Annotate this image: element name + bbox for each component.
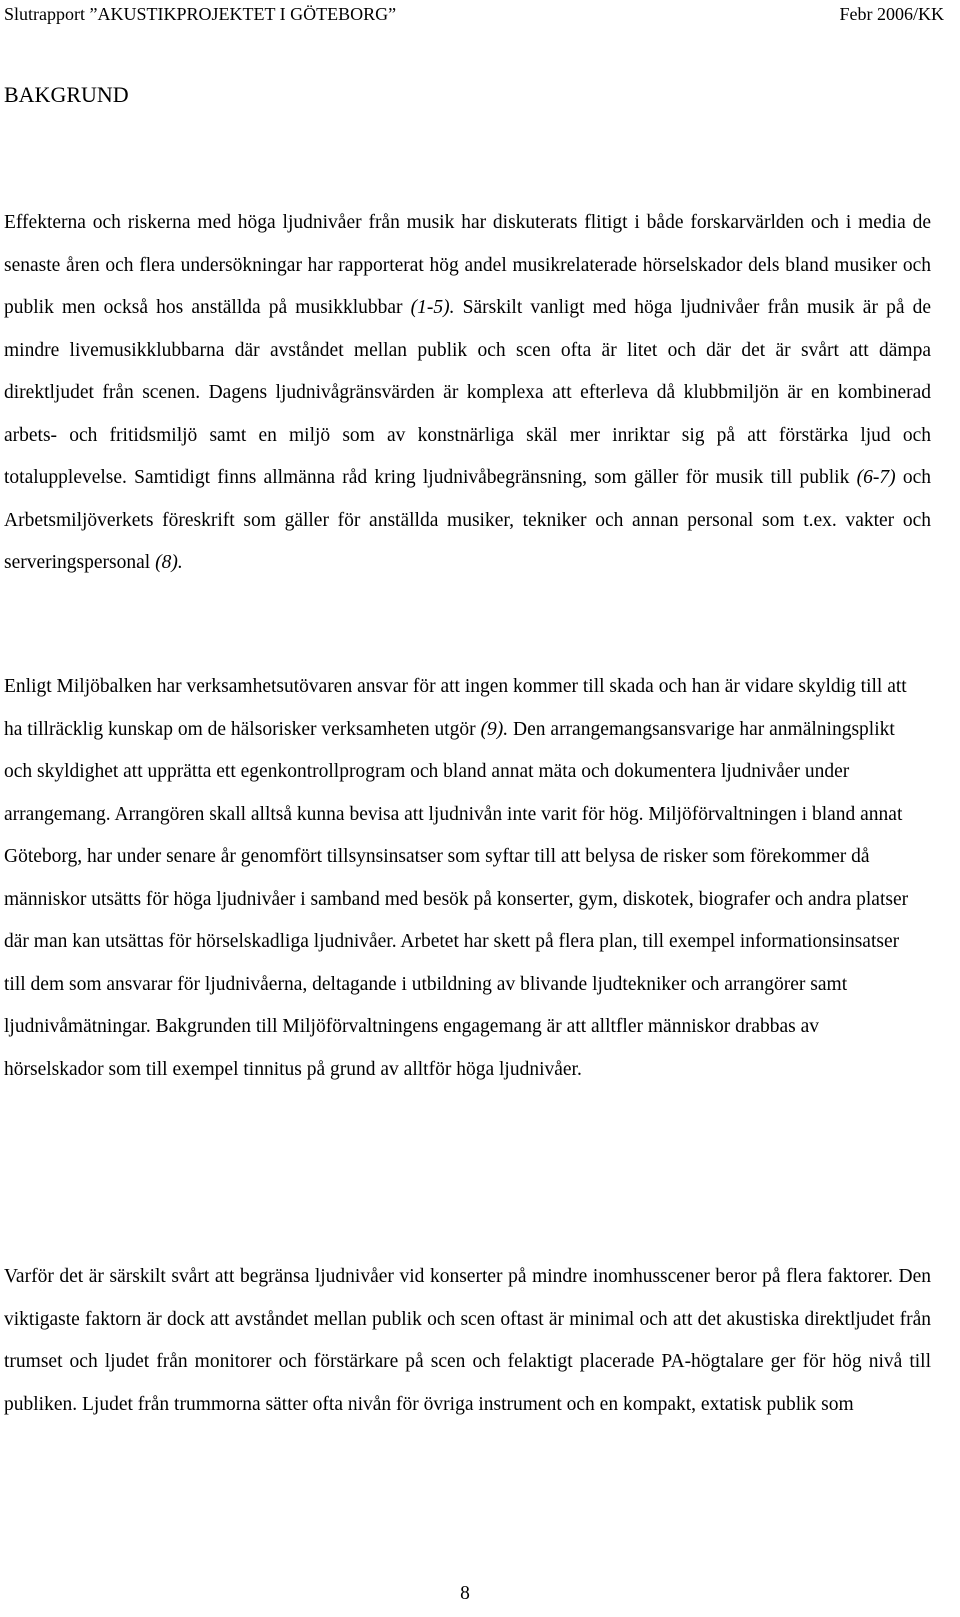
citation-8: (8). (155, 552, 183, 573)
page-number: 8 (460, 1583, 470, 1604)
paragraph-3: Varför det är särskilt svårt att begränsa ljudnivåer vid konserter på mindre inomhusscener beror på flera faktorer. Den viktigaste faktorn är dock att avståndet mellan publik och scen oftast är minimal och att det akustiska direktljudet från trumset och ljudet från monitorer och förstärkare på scen och felaktigt placerade PA-högtalare ger för hög nivå till publiken. Ljudet från trummorna sätter ofta nivån för övriga instrument och en kompakt, extatisk publik som (4, 1266, 931, 1415)
paragraph-1-text-2: Särskilt vanligt med höga ljudnivåer från musik är på de mindre livemusikklubbarna där avståndet mellan publik och scen ofta är litet och där det är svårt att dämpa direktljudet från scenen. Dagens ljudnivågränsvärden är komplexa att efterleva då klubbmiljön är en kombinerad arbets- och fritidsmiljö samt en miljö som av konstnärliga skäl mer inriktar sig på att förstärka ljud och totalupplevelse. Samtidigt finns allmänna råd kring ljudnivåbegränsning, som gäller för musik till publik (4, 297, 931, 488)
paragraph-1 (4, 202, 931, 585)
paragraph-1-text-1: Effekterna och riskerna med höga ljudnivåer från musik har diskuterats flitigt i både forskarvärlden och i media de senaste åren och flera undersökningar har rapporterat hög andel musikrelaterade hörselskador dels bland musiker och publik men också hos anställda på musikklubbar (4, 212, 931, 318)
citation-6-7: (6-7) (856, 467, 896, 488)
paragraph-1-text-3: och Arbetsmiljöverkets föreskrift som gäller för anställda musiker, tekniker och annan personal som t.ex. vakter och serveringspersonal (4, 467, 931, 573)
paragraph-2-text-1: Enligt Miljöbalken har verksamhetsutövaren ansvar för att ingen kommer till skada och han är vidare skyldig till att ha tillräcklig kunskap om de hälsorisker verksamheten utgör (4, 676, 907, 740)
header-report-title: Slutrapport ”AKUSTIKPROJEKTET I GÖTEBORG” (4, 4, 397, 24)
page-header (4, 4, 944, 30)
paragraph-2-text-2: Den arrangemangsansvarige har anmälningsplikt och skyldighet att upprätta ett egenkontrollprogram och bland annat mäta och dokumentera ljudnivåer under arrangemang. Arrangören skall alltså kunna bevisa att ljudnivån inte varit för hög. Miljöförvaltningen i bland annat Göteborg, har under senare år genomfört tillsynsinsatser som syftar till att belysa de risker som förekommer då människor utsätts för höga ljudnivåer i samband med besök på konserter, gym, diskotek, biografer och andra platser där man kan utsättas för hörselskadliga ljudnivåer. Arbetet har skett på flera plan, till exempel informationsinsatser till dem som ansvarar för ljudnivåerna, deltagande i utbildning av blivande ljudtekniker och arrangörer samt ljudnivåmätningar. Bakgrunden till Miljöförvaltningens engagemang är att alltfler människor drabbas av hörselskador som till exempel tinnitus på grund av alltför höga ljudnivåer. (4, 718, 909, 1080)
citation-1-5: (1-5). (410, 297, 455, 318)
paragraph-2 (4, 666, 914, 1091)
citation-9: (9). (480, 718, 509, 740)
header-date-author: Febr 2006/KK (839, 4, 944, 24)
section-title: BAKGRUND (4, 82, 129, 107)
